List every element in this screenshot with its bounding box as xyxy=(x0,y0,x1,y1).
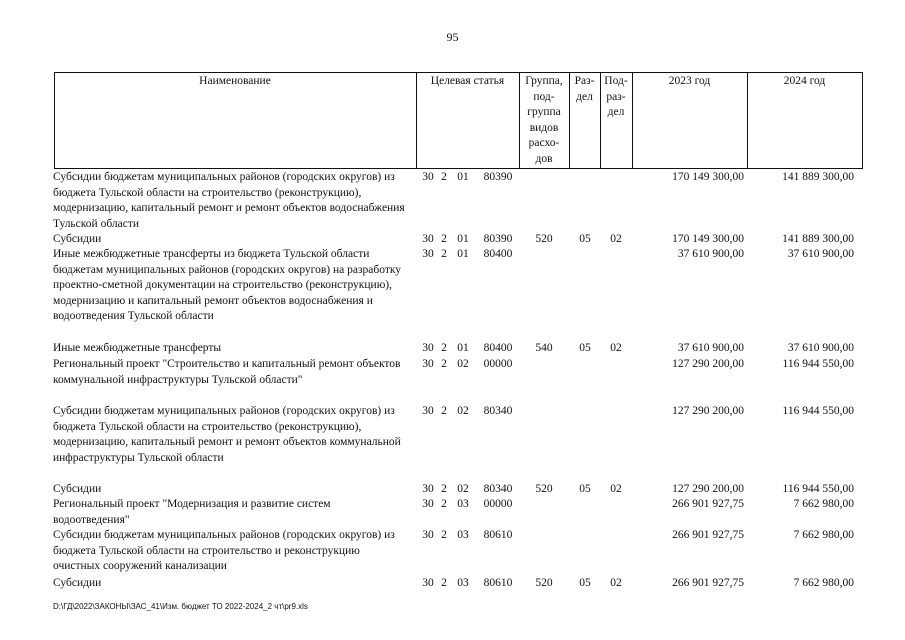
amount-2024: 37 610 900,00 xyxy=(787,342,854,354)
section-code: 05 xyxy=(579,342,591,354)
target-program: 30 xyxy=(422,577,434,589)
amount-2024: 116 944 550,00 xyxy=(782,358,854,370)
target-event: 02 xyxy=(457,358,469,370)
subsection-code: 02 xyxy=(610,483,622,495)
header-bottom-border xyxy=(54,168,862,169)
row-name: Иные межбюджетные трансферты из бюджета Тульской области бюджетам муниципальных районов (городских округов) на разработку проектно-сметной документации на строительство (реконструкцию), модернизацию и капитальный ремонт объектов водоснабжения и водоотведения Тульской области xyxy=(53,248,402,322)
file-path-footer: D:\ГД\2022\ЗАКОНЫ\ЗАС_41\Изм. бюджет ТО 2022-2024_2 чт\pr9.xls xyxy=(53,602,308,611)
amount-2023: 127 290 200,00 xyxy=(672,358,744,370)
target-direction: 80340 xyxy=(483,483,513,495)
target-program: 30 xyxy=(422,529,434,541)
amount-2023: 37 610 900,00 xyxy=(677,248,744,260)
row-name: Иные межбюджетные трансферты xyxy=(53,342,222,354)
amount-2023: 170 149 300,00 xyxy=(672,171,744,183)
target-subprogram: 2 xyxy=(441,358,447,370)
amount-2024: 7 662 980,00 xyxy=(793,577,854,589)
row-name: Субсидии бюджетам муниципальных районов (городских округов) из бюджета Тульской области на строительство (реконструкцию), модернизацию, капитальный ремонт и ремонт объектов коммунальной инфраструктуры Тульской области xyxy=(53,405,401,464)
amount-2023: 37 610 900,00 xyxy=(677,342,744,354)
target-program: 30 xyxy=(422,233,434,245)
target-direction: 00000 xyxy=(483,498,513,510)
amount-2023: 266 901 927,75 xyxy=(672,498,744,510)
target-event: 01 xyxy=(457,171,469,183)
target-direction: 80400 xyxy=(483,248,513,260)
amount-2024: 141 889 300,00 xyxy=(782,171,854,183)
row-name: Региональный проект "Модернизация и развитие систем водоотведения" xyxy=(53,498,331,526)
row-name: Субсидии xyxy=(53,483,102,495)
target-subprogram: 2 xyxy=(441,342,447,354)
expense-group: 520 xyxy=(535,483,553,495)
expense-group: 520 xyxy=(535,577,553,589)
amount-2024: 37 610 900,00 xyxy=(787,248,854,260)
target-program: 30 xyxy=(422,358,434,370)
row-name: Субсидии бюджетам муниципальных районов (городских округов) из бюджета Тульской области на строительство (реконструкцию), модернизацию, капитальный ремонт и ремонт объектов водоснабжения Тульской области xyxy=(53,171,405,230)
row-name: Субсидии бюджетам муниципальных районов (городских округов) из бюджета Тульской области на строительство и реконструкцию очистных сооружений канализации xyxy=(53,529,395,572)
target-subprogram: 2 xyxy=(441,577,447,589)
row-name: Региональный проект "Строительство и капитальный ремонт объектов коммунальной инфраструктуры Тульской области" xyxy=(53,358,401,386)
target-subprogram: 2 xyxy=(441,483,447,495)
header-target-article: Целевая статья xyxy=(430,75,505,87)
target-direction: 80400 xyxy=(483,342,513,354)
header-subsection: Под- раз- дел xyxy=(604,75,628,118)
amount-2024: 7 662 980,00 xyxy=(793,529,854,541)
amount-2023: 127 290 200,00 xyxy=(672,405,744,417)
target-subprogram: 2 xyxy=(441,529,447,541)
subsection-code: 02 xyxy=(610,577,622,589)
section-code: 05 xyxy=(579,483,591,495)
expense-group: 540 xyxy=(535,342,553,354)
amount-2023: 127 290 200,00 xyxy=(672,483,744,495)
amount-2023: 170 149 300,00 xyxy=(672,233,744,245)
target-program: 30 xyxy=(422,498,434,510)
amount-2024: 7 662 980,00 xyxy=(793,498,854,510)
target-program: 30 xyxy=(422,342,434,354)
amount-2023: 266 901 927,75 xyxy=(672,577,744,589)
target-subprogram: 2 xyxy=(441,233,447,245)
row-name: Субсидии xyxy=(53,577,102,589)
target-program: 30 xyxy=(422,483,434,495)
header-name: Наименование xyxy=(199,75,271,87)
target-direction: 80390 xyxy=(483,233,513,245)
target-event: 02 xyxy=(457,405,469,417)
amount-2024: 116 944 550,00 xyxy=(782,405,854,417)
target-event: 01 xyxy=(457,342,469,354)
target-subprogram: 2 xyxy=(441,171,447,183)
target-subprogram: 2 xyxy=(441,248,447,260)
target-subprogram: 2 xyxy=(441,405,447,417)
target-program: 30 xyxy=(422,248,434,260)
target-event: 01 xyxy=(457,248,469,260)
expense-group: 520 xyxy=(535,233,553,245)
target-event: 01 xyxy=(457,233,469,245)
row-name: Субсидии xyxy=(53,233,102,245)
target-event: 03 xyxy=(457,529,469,541)
target-program: 30 xyxy=(422,405,434,417)
target-event: 03 xyxy=(457,498,469,510)
header-section: Раз- дел xyxy=(574,75,595,103)
section-code: 05 xyxy=(579,233,591,245)
target-event: 02 xyxy=(457,483,469,495)
page-number: 95 xyxy=(446,30,459,44)
subsection-code: 02 xyxy=(610,342,622,354)
target-direction: 80340 xyxy=(483,405,513,417)
target-program: 30 xyxy=(422,171,434,183)
col-divider xyxy=(862,72,863,169)
target-direction: 80390 xyxy=(483,171,513,183)
target-event: 03 xyxy=(457,577,469,589)
target-direction: 00000 xyxy=(483,358,513,370)
header-group: Группа, под- группа видов расхо- дов xyxy=(525,75,563,165)
amount-2023: 266 901 927,75 xyxy=(672,529,744,541)
header-year-2023: 2023 год xyxy=(668,75,711,87)
target-direction: 80610 xyxy=(483,577,513,589)
amount-2024: 141 889 300,00 xyxy=(782,233,854,245)
target-subprogram: 2 xyxy=(441,498,447,510)
section-code: 05 xyxy=(579,577,591,589)
table-top-border xyxy=(54,72,862,73)
subsection-code: 02 xyxy=(610,233,622,245)
header-year-2024: 2024 год xyxy=(783,75,826,87)
amount-2024: 116 944 550,00 xyxy=(782,483,854,495)
target-direction: 80610 xyxy=(483,529,513,541)
